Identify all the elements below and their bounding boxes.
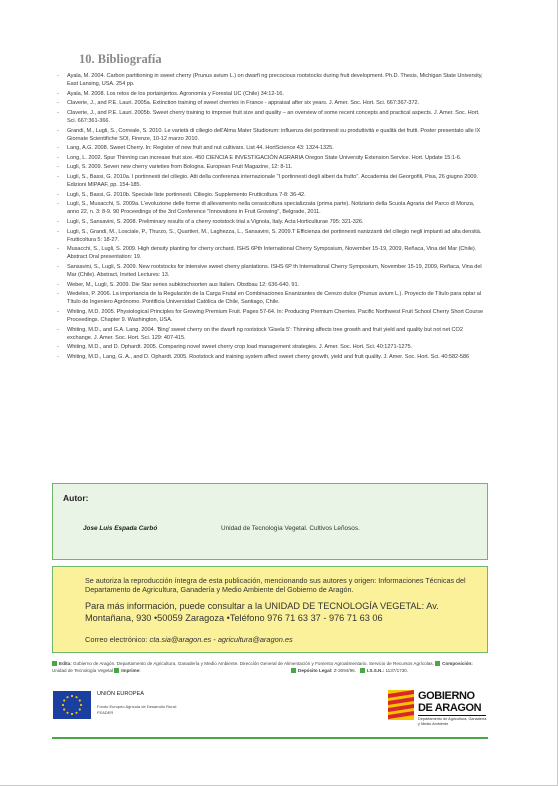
gobierno-line2: DE ARAGON [418,702,482,714]
reference-item [57,263,485,279]
reference-text: Lugli, S., Bassi, G. 2010b. Speciale liste portinnesti. Ciliegio. Supplemento Frutticoltura 7-8: 36-42. [67,191,306,198]
author-title: Autor: [63,493,89,503]
reference-text: Whiting, M.D., and D. Ophardt. 2005. Comparing novel sweet cherry crop load management strategies. J. Amer. Soc. Hort. Sci. 40:1271-1275. [67,344,413,351]
contact-info: Para más información, puede consultar a la UNIDAD DE TECNOLOGÍA VEGETAL: Av. Montañana, 930 •50059 Zaragoza •Teléfono 976 71 63 37 - 976 71 63 06 [85,601,439,623]
reference-text: Musacchi, S., Lugli, S. 2009. High density planting for cherry orchard. ISHS 6Pth International Cherry Symposium, November 15-19, 2009, Reñaca, Vina del Mar (Chile). Abstract Oral presentation: 19. [67,246,477,261]
reference-item [57,228,485,244]
bullet-dash: - [57,326,59,333]
bullet-dash: - [57,263,59,270]
reference-item [57,163,485,171]
bullet-dash: - [57,308,59,315]
reference-text: Lugli, S., Bassi, G. 2010a. I portinnesti del ciliegio. Atti della conferenza internazionale "I portinnesti degli alberi da frutto". Accademia dei Georgofili, Pisa, 26 giugno 2009. Edizioni MIPAAF, pp. 154-185. [67,174,479,189]
reference-item [57,127,485,143]
bullet-dash: - [57,246,59,253]
green-square-icon [52,661,57,666]
eu-star [79,699,81,701]
bullet-dash: - [57,164,59,171]
edita-text: Gobierno de Aragón. Departamento de Agricultura, Ganadería y Medio Ambiente. Dirección General de Alimentación y Fomento Agroalimentario. Servicio de Recursos Agrícolas. [73,661,434,666]
bullet-dash: - [57,191,59,198]
eu-star [75,712,77,714]
bullet-dash: - [57,291,59,298]
author-unit: Unidad de Tecnología Vegetal. Cultivos Leñosos. [221,525,360,532]
reference-text: Ayala, M. 2004. Carbon partitioning in sweet cherry (Prunus avium L.) on dwarfi ng precocious rootstocks during fruit development. Ph.D. Thesis, Michigan State University, East Lansing, USA. 254 pp. [67,73,483,88]
bullet-dash: - [57,228,59,235]
author-name: Jose Luis Espada Carbó [83,525,158,532]
bullet-dash: - [57,281,59,288]
bullet-dash: - [57,109,59,116]
reference-text: Whiting, M.D., and G.A. Lang. 2004. 'Bing' sweet cherry on the dwarfi ng rootstock 'Gisela 5': Thinning affects tree growth and fruit yield and quality but not net CO2 exchange. J. Amer. Soc. Hort. Sci. 129: 407-415. [67,326,463,341]
reference-text: Claverie, J., and P.E. Lauri. 2005a. Extinction training of sweet cherries in France - appraisal after six years. J. Amer. Soc. Hort. Sci. 667:367-372. [67,100,420,107]
eu-star [66,712,68,714]
reference-item [57,218,485,226]
eu-title: UNIÓN EUROPEA [97,691,144,697]
gobierno-dept: Departamento de Agricultura, Ganadería y Medio Ambiente [418,717,487,726]
eu-flag-icon [53,691,91,719]
bullet-dash: - [57,353,59,360]
reference-item [57,144,485,152]
eu-star [71,713,73,715]
eu-star [62,704,64,706]
composicion-text: Unidad de Tecnología Vegetal [52,668,113,673]
deposito-text: Z-3094/96. [333,668,356,673]
reference-text: Lugli, S., Musacchi, S. 2009a. L'evoluzione delle forme di allevamento nella cerasicoltura specializzata (prima parte). Notiziario della Scuola Agraria del Parco di Monza, anno 22, n. 3: 8-9. 90 Proceedings of the 3rd Conference "Innovations in Fruit Growing", Belgrade, 2011. [67,201,475,216]
bottom-divider [52,737,488,739]
email-line [85,635,293,644]
author-box [52,483,488,560]
eu-star [66,696,68,698]
eu-star [79,708,81,710]
eu-star [63,699,65,701]
composicion-label: Composición: [442,661,473,666]
issn-label: I.S.S.N.: [366,668,385,673]
legal-deposit [291,668,408,673]
issn-text: 1137/1730. [385,668,409,673]
reference-item [57,308,485,324]
reference-text: Claverie, J., and P.E. Lauri. 2005b. Sweet cherry training to improve fruit size and quality – an overview of some recent concepts and practical aspects. J. Amer. Soc. Hort. Sci. 667:361-366. [67,109,480,124]
bullet-dash: - [57,174,59,181]
eu-star [63,708,65,710]
info-box [52,566,488,653]
green-square-icon [360,668,365,673]
reference-text: Whiting, M.D., Lang, G. A., and D. Ophardt. 2005. Rootstock and training system affect sweet cherry growth, yield and fruit quality. J. Amer. Soc. Hort. Sci. 40:582-586 [67,353,470,360]
reference-list [57,72,485,363]
eu-star [71,695,73,697]
green-square-icon [435,661,440,666]
reference-item [57,191,485,199]
bullet-dash: - [57,73,59,79]
reference-item [57,109,485,125]
bullet-dash: - [57,90,59,97]
bullet-dash: - [57,145,59,152]
reference-text: Lugli, S. 2009. Seven new cherry varieties from Bologna. European Fruit Magazine, 12: 8-11. [67,164,293,171]
green-square-icon [114,668,119,673]
bullet-dash: - [57,201,59,208]
section-heading: 10. Bibliografía [79,52,162,66]
legal-info [52,660,488,674]
eu-star [75,696,77,698]
reference-item [57,326,485,342]
eu-star [80,704,82,706]
reference-item [57,90,485,98]
gobierno-aragon-logo [388,690,488,734]
reference-item [57,173,485,189]
reference-text: Long, L. 2002. Spur Thinning can increase fruit size. 450 CIENCIA E INVESTIGACIÓN AGRARIA Oregon State University Extension Service. Hort. Update 15:1-6. [67,154,462,161]
reference-item [57,281,485,289]
deposito-label: Depósito Legal: [298,668,333,673]
reference-item [57,290,485,306]
bullet-dash: - [57,344,59,351]
reference-text: Sansavini, S., Lugli, S. 2009. New rootstocks for intensive sweet cherry plantations. ISHS 6P th International Cherry Symposium, November 15-19, 2009, Reñaca, Vina del Mar (Chile). Abstract, Invited Lectures: 13. [67,263,482,279]
gobierno-line1: GOBIERNO [418,690,475,702]
reproduction-notice: Se autoriza la reproducción íntegra de esta publicación, mencionando sus autores y origen: Informaciones Técnicas del Departamento de Agricultura, Ganadería y Medio Ambiente del Gobierno de Aragón. [85,576,466,595]
reference-text: Lang, A.G. 2008. Sweet Cherry. In: Register of new fruit and nut cultivars. List 44. HortScience 43: 1324-1325. [67,145,334,152]
reference-item [57,200,485,216]
bullet-dash: - [57,219,59,225]
green-square-icon [291,668,296,673]
imprime-label: Imprime: [121,668,141,673]
reference-text: Weber, M., Lugli, S. 2009. Die Star series subkirschsorten aus Italien. Obstbau 12: 636-640. 91. [67,281,300,288]
reference-text: Wedeles, P. 2006. La importancia de la Regulación de la Carga Frutal en Combinaciones Enanizantes de Cerezo dulce (Prunus avium L.). Proyecto de Título para optar al Título de Ingeniero Agrónomo. Pontificia Universidad Católica de Chile, Santiago, Chile. [67,291,482,306]
bullet-dash: - [57,154,59,161]
edita-label: Edita: [59,661,72,666]
email-link[interactable]: cta.sia@aragon.es - agricultura@aragon.es [149,635,293,644]
reference-item [57,72,485,88]
reference-text: Grandi, M., Lugli, S., Correale, S. 2010. Le varietà di ciliegio dell'Alma Mater Studiorum: influenza dei portinnesti su produttività e qualità dei frutti. Poster presentato alle IX Giornate Scientifiche SOI, Firenze, 10-12 marzo 2010. [67,127,481,142]
bullet-dash: - [57,100,59,107]
bullet-dash: - [57,127,59,134]
reference-text: Lugli, S., Sansavini, S. 2008. Preliminary results of a cherry rootstock trial a Vignola, Italy. Acta Horticulturae 795: 321-326. [67,219,364,225]
reference-item [57,353,485,361]
reference-item [57,245,485,261]
reference-text: Whiting, M.D. 2005. Physiological Principles for Growing Premium Fruit. Pages 57-64. In: Producing Premium Cherries. Pacific Northwest Fruit School Cherry Short Course Proceedings. Chapter 9. Washington, USA. [67,308,484,324]
logo-divider [418,715,486,716]
eu-fund: Fondo Europeo Agrícola de Desarrollo Rural: FEADER [97,704,177,715]
reference-text: Ayala, M. 2008. Los retos de los portainjertos. Agronomía y Forestal UC (Chile) 34:12-16. [67,90,284,97]
email-label: Correo electrónico: [85,635,148,644]
aragon-stripes-icon [388,690,414,720]
reference-item [57,343,485,351]
reference-item [57,99,485,107]
reference-text: Lugli, S., Grandi, M., Losciale, P., Thurzo, S., Quartieri, M., Laghezza, L., Sansavini, S. 2009.T Efficienza dei portinnesti nanizzanti del ciliegio negli impianti ad alta densità. Frutticoltura 5: 18-27. [67,228,482,243]
reference-item [57,154,485,162]
